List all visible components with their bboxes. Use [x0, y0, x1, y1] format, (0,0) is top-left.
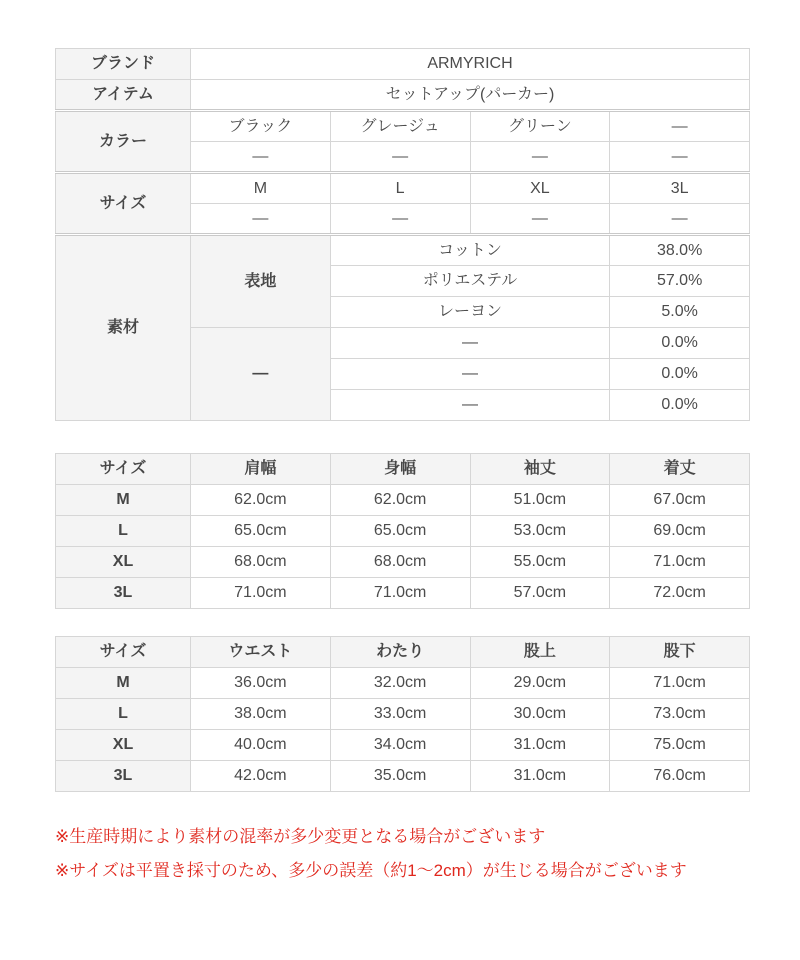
column-header: 袖丈 — [470, 454, 610, 485]
material-name: レーヨン — [330, 297, 610, 328]
measure-value: 71.0cm — [610, 668, 750, 699]
material-group-label: — — [191, 328, 331, 421]
measure-value: 62.0cm — [330, 485, 470, 516]
row-size-label: XL — [56, 730, 191, 761]
row-size-label: L — [56, 699, 191, 730]
measure-value: 35.0cm — [330, 761, 470, 792]
measure-value: 55.0cm — [470, 547, 610, 578]
table-row — [56, 516, 750, 547]
measure-value: 40.0cm — [191, 730, 331, 761]
row-size-label: L — [56, 516, 191, 547]
color-cell: — — [610, 142, 750, 173]
material-percent: 0.0% — [610, 328, 750, 359]
color-label: カラー — [56, 111, 191, 173]
material-percent: 0.0% — [610, 390, 750, 421]
row-size-label: M — [56, 485, 191, 516]
material-group-label: 表地 — [191, 235, 331, 328]
material-name: ポリエステル — [330, 266, 610, 297]
measure-value: 65.0cm — [330, 516, 470, 547]
table-row — [56, 547, 750, 578]
column-header: 着丈 — [610, 454, 750, 485]
column-header: 肩幅 — [191, 454, 331, 485]
measure-value: 62.0cm — [191, 485, 331, 516]
item-label: アイテム — [56, 80, 191, 111]
table-row — [56, 485, 750, 516]
material-percent: 5.0% — [610, 297, 750, 328]
measure-value: 31.0cm — [470, 761, 610, 792]
table-row — [56, 761, 750, 792]
size-label: サイズ — [56, 173, 191, 235]
color-cell: — — [191, 142, 331, 173]
measure-value: 42.0cm — [191, 761, 331, 792]
size-cell: — — [191, 204, 331, 235]
row-size-label: M — [56, 668, 191, 699]
measure-value: 71.0cm — [191, 578, 331, 609]
material-row — [56, 235, 750, 266]
material-name: — — [330, 328, 610, 359]
column-header: サイズ — [56, 454, 191, 485]
color-row-1 — [56, 111, 750, 142]
jacket-measure-table — [55, 453, 750, 609]
measure-value: 71.0cm — [610, 547, 750, 578]
item-row — [56, 80, 750, 111]
measure-header-row — [56, 454, 750, 485]
row-size-label: 3L — [56, 761, 191, 792]
measure-value: 71.0cm — [330, 578, 470, 609]
size-cell: XL — [470, 173, 610, 204]
brand-value: ARMYRICH — [191, 49, 750, 80]
measure-header-row — [56, 637, 750, 668]
row-size-label: 3L — [56, 578, 191, 609]
measure-value: 32.0cm — [330, 668, 470, 699]
table-row — [56, 668, 750, 699]
measure-value: 68.0cm — [330, 547, 470, 578]
size-tolerance-note: ※サイズは平置き採寸のため、多少の誤差（約1～2cm）が生じる場合がございます — [55, 861, 687, 881]
material-name: コットン — [330, 235, 610, 266]
brand-label: ブランド — [56, 49, 191, 80]
material-label: 素材 — [56, 235, 191, 421]
measure-value: 30.0cm — [470, 699, 610, 730]
product-info-table — [55, 48, 750, 421]
material-percent: 38.0% — [610, 235, 750, 266]
column-header: ウエスト — [191, 637, 331, 668]
measure-value: 72.0cm — [610, 578, 750, 609]
color-cell: — — [470, 142, 610, 173]
color-cell: グリーン — [470, 111, 610, 142]
color-cell: — — [610, 111, 750, 142]
material-percent: 57.0% — [610, 266, 750, 297]
row-size-label: XL — [56, 547, 191, 578]
measure-value: 31.0cm — [470, 730, 610, 761]
column-header: 股上 — [470, 637, 610, 668]
measure-value: 65.0cm — [191, 516, 331, 547]
column-header: 身幅 — [330, 454, 470, 485]
measure-value: 36.0cm — [191, 668, 331, 699]
table-row — [56, 699, 750, 730]
size-row-1 — [56, 173, 750, 204]
size-cell: 3L — [610, 173, 750, 204]
measure-value: 68.0cm — [191, 547, 331, 578]
size-cell: — — [330, 204, 470, 235]
measure-value: 51.0cm — [470, 485, 610, 516]
measure-value: 29.0cm — [470, 668, 610, 699]
measure-value: 69.0cm — [610, 516, 750, 547]
measure-value: 73.0cm — [610, 699, 750, 730]
size-cell: L — [330, 173, 470, 204]
measure-value: 38.0cm — [191, 699, 331, 730]
material-name: — — [330, 390, 610, 421]
item-value: セットアップ(パーカー) — [191, 80, 750, 111]
column-header: サイズ — [56, 637, 191, 668]
measure-value: 57.0cm — [470, 578, 610, 609]
measure-value: 53.0cm — [470, 516, 610, 547]
color-cell: グレージュ — [330, 111, 470, 142]
measure-value: 67.0cm — [610, 485, 750, 516]
brand-row — [56, 49, 750, 80]
material-name: — — [330, 359, 610, 390]
color-cell: ブラック — [191, 111, 331, 142]
pants-measure-table — [55, 636, 750, 792]
measure-value: 76.0cm — [610, 761, 750, 792]
size-cell: — — [610, 204, 750, 235]
material-percent: 0.0% — [610, 359, 750, 390]
material-ratio-note: ※生産時期により素材の混率が多少変更となる場合がございます — [55, 827, 546, 846]
size-cell: M — [191, 173, 331, 204]
size-cell: — — [470, 204, 610, 235]
color-cell: — — [330, 142, 470, 173]
table-row — [56, 730, 750, 761]
measure-value: 33.0cm — [330, 699, 470, 730]
table-row — [56, 578, 750, 609]
measure-value: 75.0cm — [610, 730, 750, 761]
column-header: 股下 — [610, 637, 750, 668]
column-header: わたり — [330, 637, 470, 668]
measure-value: 34.0cm — [330, 730, 470, 761]
